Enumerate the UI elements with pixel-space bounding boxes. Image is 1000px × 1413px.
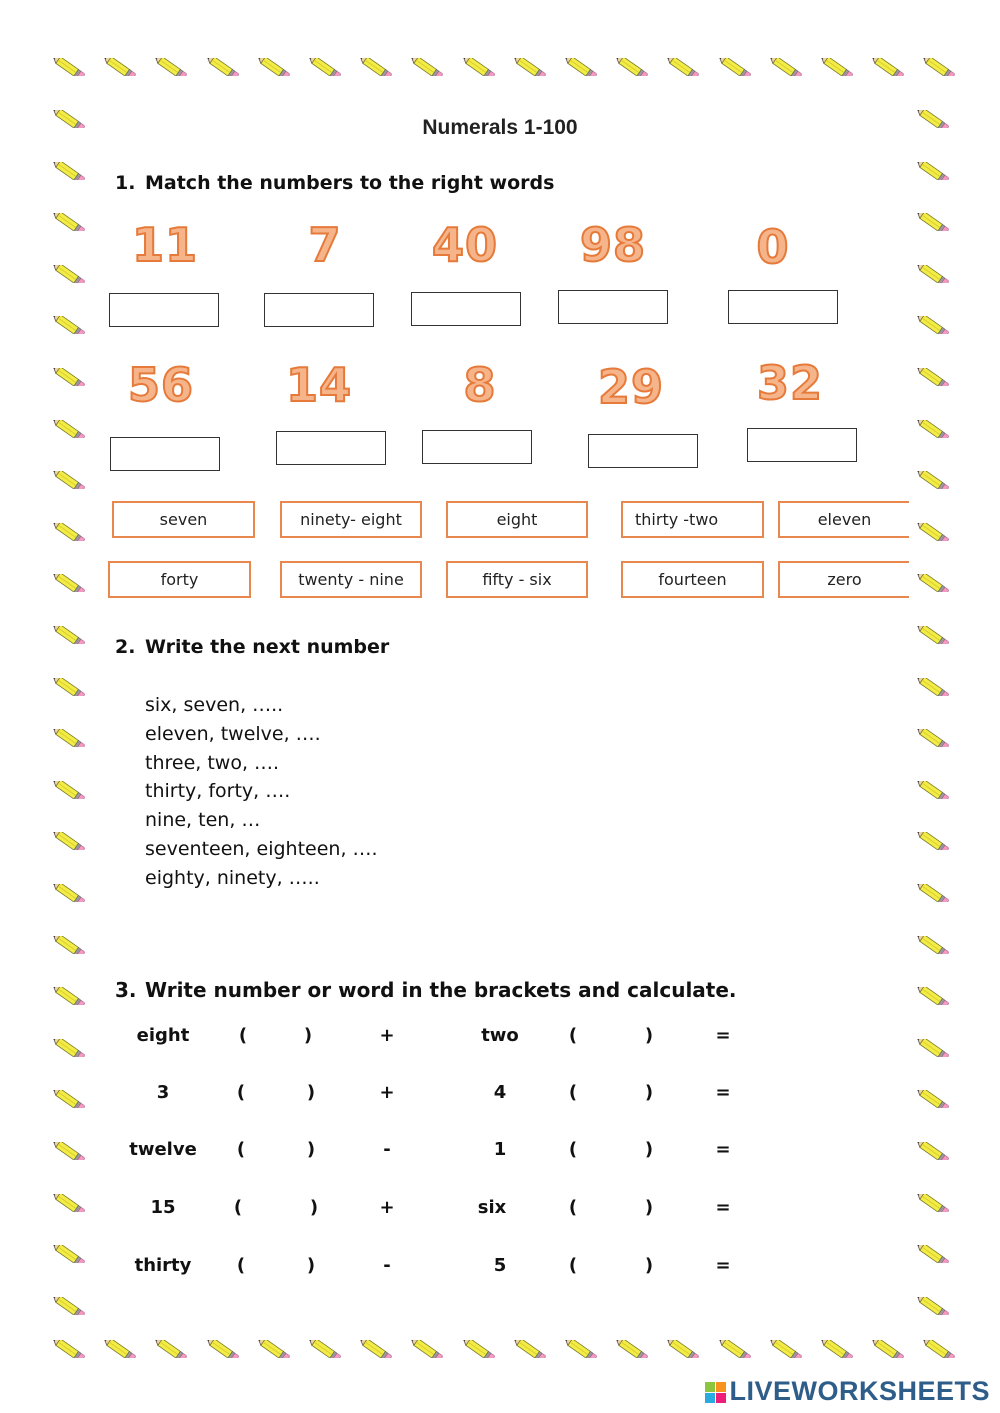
- pencil-icon: [48, 626, 88, 644]
- pencil-icon: [912, 1245, 952, 1263]
- pencil-icon: [912, 1039, 952, 1057]
- pencil-icon: [912, 162, 952, 180]
- calc-operator: -: [383, 1139, 391, 1160]
- pencil-icon: [48, 162, 88, 180]
- result-answer-area[interactable]: [745, 1193, 895, 1223]
- pencil-icon: [912, 678, 952, 696]
- pencil-icon: [560, 58, 600, 76]
- pencil-icon: [202, 1340, 242, 1358]
- pencil-icon: [714, 1340, 754, 1358]
- calc-open-bracket: (: [233, 1197, 243, 1218]
- pencil-icon: [912, 420, 952, 438]
- answer-box-98[interactable]: [558, 290, 668, 324]
- pencil-icon: [304, 1340, 344, 1358]
- sequence-line: eighty, ninety, …..: [145, 867, 320, 889]
- pencil-icon: [202, 58, 242, 76]
- answer-box-14[interactable]: [276, 431, 386, 465]
- pencil-icon: [458, 58, 498, 76]
- calc-second-term: 1: [493, 1139, 507, 1160]
- pencil-icon: [253, 58, 293, 76]
- pencil-icon: [912, 729, 952, 747]
- pencil-icon: [912, 936, 952, 954]
- pencil-icon: [912, 626, 952, 644]
- pencil-icon: [912, 574, 952, 592]
- word-twenty-nine[interactable]: twenty - nine: [280, 561, 422, 598]
- page-title: Numerals 1-100: [422, 116, 578, 139]
- pencil-icon: [48, 1090, 88, 1108]
- pencil-icon: [662, 1340, 702, 1358]
- calc-open-bracket: (: [236, 1139, 246, 1160]
- answer-box-11[interactable]: [109, 293, 219, 327]
- calc-open-bracket: (: [238, 1025, 248, 1046]
- sequence-line: seventeen, eighteen, ….: [145, 838, 378, 860]
- pencil-icon: [253, 1340, 293, 1358]
- calc-operator: +: [379, 1197, 395, 1218]
- calc-second-term: six: [477, 1197, 507, 1218]
- calc-close-bracket: ): [303, 1025, 313, 1046]
- calc-open-bracket: (: [236, 1255, 246, 1276]
- sequence-line: nine, ten, …: [145, 809, 261, 831]
- calc-operator: +: [379, 1082, 395, 1103]
- calc-first-term: 3: [156, 1082, 170, 1103]
- number-40: 40: [431, 218, 498, 272]
- pencil-icon: [48, 316, 88, 334]
- answer-box-40[interactable]: [411, 292, 521, 326]
- calc-operator: -: [383, 1255, 391, 1276]
- answer-box-29[interactable]: [588, 434, 698, 468]
- pencil-icon: [48, 1142, 88, 1160]
- pencil-icon: [912, 1297, 952, 1315]
- answer-box-56[interactable]: [110, 437, 220, 471]
- pencil-icon: [48, 781, 88, 799]
- number-7: 7: [308, 218, 342, 272]
- word-fifty-six[interactable]: fifty - six: [446, 561, 588, 598]
- pencil-icon: [912, 884, 952, 902]
- sequence-line: six, seven, …..: [145, 694, 284, 716]
- section-2-heading: 2. Write the next number: [115, 636, 390, 658]
- pencil-icon: [912, 1194, 952, 1212]
- pencil-icon: [912, 523, 952, 541]
- pencil-icon: [48, 1039, 88, 1057]
- calc-first-term: 15: [150, 1197, 176, 1218]
- word-fourteen[interactable]: fourteen: [621, 561, 764, 598]
- number-11: 11: [131, 218, 198, 272]
- pencil-icon: [99, 58, 139, 76]
- pencil-icon: [458, 1340, 498, 1358]
- word-forty[interactable]: forty: [108, 561, 251, 598]
- calc-open-bracket: (: [568, 1025, 578, 1046]
- pencil-icon: [48, 1245, 88, 1263]
- calc-close-bracket: ): [306, 1139, 316, 1160]
- calc-first-term: thirty: [134, 1255, 192, 1276]
- pencil-icon: [611, 58, 651, 76]
- liveworksheets-brand: LIVEWORKSHEETS: [705, 1376, 990, 1407]
- pencil-icon: [867, 58, 907, 76]
- number-56: 56: [127, 358, 194, 412]
- pencil-icon: [765, 58, 805, 76]
- calc-operator: +: [379, 1025, 395, 1046]
- word-seven[interactable]: seven: [112, 501, 255, 538]
- calc-equals-sign: =: [715, 1082, 731, 1103]
- pencil-icon: [48, 368, 88, 386]
- calc-second-term: 5: [493, 1255, 507, 1276]
- calc-close-bracket: ): [306, 1082, 316, 1103]
- word-zero[interactable]: zero: [778, 561, 909, 598]
- pencil-icon: [48, 1340, 88, 1358]
- pencil-icon: [662, 58, 702, 76]
- answer-box-8[interactable]: [422, 430, 532, 464]
- sequence-line: thirty, forty, ….: [145, 780, 291, 802]
- sequence-line: three, two, ….: [145, 752, 280, 774]
- calc-open-bracket: (: [236, 1082, 246, 1103]
- pencil-icon: [48, 678, 88, 696]
- pencil-icon: [48, 58, 88, 76]
- calc-equals-sign: =: [715, 1255, 731, 1276]
- pencil-icon: [48, 265, 88, 283]
- pencil-icon: [509, 58, 549, 76]
- pencil-icon: [406, 58, 446, 76]
- result-answer-area[interactable]: [745, 1021, 895, 1051]
- pencil-icon: [867, 1340, 907, 1358]
- section-3-heading: 3. Write number or word in the brackets and calculate.: [115, 978, 737, 1002]
- pencil-icon: [48, 987, 88, 1005]
- calc-equals-sign: =: [715, 1197, 731, 1218]
- word-ninety-eight[interactable]: ninety- eight: [280, 501, 422, 538]
- pencil-icon: [48, 420, 88, 438]
- pencil-icon: [912, 781, 952, 799]
- number-0: 0: [756, 220, 790, 274]
- pencil-icon: [48, 1297, 88, 1315]
- calc-equals-sign: =: [715, 1139, 731, 1160]
- pencil-icon: [304, 58, 344, 76]
- number-98: 98: [579, 218, 646, 272]
- pencil-icon: [48, 936, 88, 954]
- number-8: 8: [463, 358, 497, 412]
- calc-close-bracket: ): [644, 1197, 654, 1218]
- word-eight[interactable]: eight: [446, 501, 588, 538]
- calc-equals-sign: =: [715, 1025, 731, 1046]
- pencil-icon: [150, 58, 190, 76]
- calc-open-bracket: (: [568, 1139, 578, 1160]
- pencil-icon: [48, 523, 88, 541]
- calc-open-bracket: (: [568, 1197, 578, 1218]
- pencil-icon: [48, 884, 88, 902]
- answer-box-0[interactable]: [728, 290, 838, 324]
- pencil-icon: [912, 1090, 952, 1108]
- number-29: 29: [597, 360, 664, 414]
- pencil-icon: [560, 1340, 600, 1358]
- pencil-icon: [509, 1340, 549, 1358]
- calc-close-bracket: ): [306, 1255, 316, 1276]
- pencil-icon: [48, 574, 88, 592]
- pencil-icon: [355, 1340, 395, 1358]
- pencil-icon: [765, 1340, 805, 1358]
- pencil-icon: [912, 316, 952, 334]
- calc-close-bracket: ): [644, 1255, 654, 1276]
- liveworksheets-logo-icon: [705, 1382, 727, 1404]
- pencil-icon: [48, 1194, 88, 1212]
- result-answer-area[interactable]: [745, 1135, 895, 1165]
- calc-close-bracket: ): [644, 1139, 654, 1160]
- answer-box-7[interactable]: [264, 293, 374, 327]
- pencil-icon: [912, 265, 952, 283]
- calc-close-bracket: ): [309, 1197, 319, 1218]
- calc-open-bracket: (: [568, 1255, 578, 1276]
- pencil-icon: [912, 213, 952, 231]
- pencil-icon: [912, 471, 952, 489]
- calc-close-bracket: ): [644, 1025, 654, 1046]
- calc-close-bracket: ): [644, 1082, 654, 1103]
- calc-second-term: two: [481, 1025, 519, 1046]
- answer-box-32[interactable]: [747, 428, 857, 462]
- calc-first-term: twelve: [129, 1139, 197, 1160]
- sequence-line: eleven, twelve, ….: [145, 723, 321, 745]
- pencil-icon: [355, 58, 395, 76]
- pencil-icon: [48, 832, 88, 850]
- result-answer-area[interactable]: [745, 1251, 895, 1281]
- pencil-icon: [918, 58, 958, 76]
- pencil-icon: [912, 368, 952, 386]
- pencil-icon: [150, 1340, 190, 1358]
- number-32: 32: [756, 356, 823, 410]
- pencil-icon: [406, 1340, 446, 1358]
- calc-second-term: 4: [493, 1082, 507, 1103]
- pencil-icon: [912, 832, 952, 850]
- pencil-icon: [611, 1340, 651, 1358]
- pencil-icon: [48, 471, 88, 489]
- pencil-icon: [816, 58, 856, 76]
- number-14: 14: [285, 358, 352, 412]
- pencil-icon: [912, 1142, 952, 1160]
- word-eleven[interactable]: eleven: [778, 501, 909, 538]
- pencil-icon: [816, 1340, 856, 1358]
- pencil-icon: [714, 58, 754, 76]
- section-1-heading: 1. Match the numbers to the right words: [115, 172, 555, 194]
- pencil-icon: [99, 1340, 139, 1358]
- pencil-icon: [912, 987, 952, 1005]
- word-thirty-two[interactable]: thirty -two: [621, 501, 764, 538]
- pencil-icon: [48, 729, 88, 747]
- calc-open-bracket: (: [568, 1082, 578, 1103]
- pencil-icon: [918, 1340, 958, 1358]
- result-answer-area[interactable]: [745, 1078, 895, 1108]
- pencil-icon: [48, 213, 88, 231]
- calc-first-term: eight: [136, 1025, 190, 1046]
